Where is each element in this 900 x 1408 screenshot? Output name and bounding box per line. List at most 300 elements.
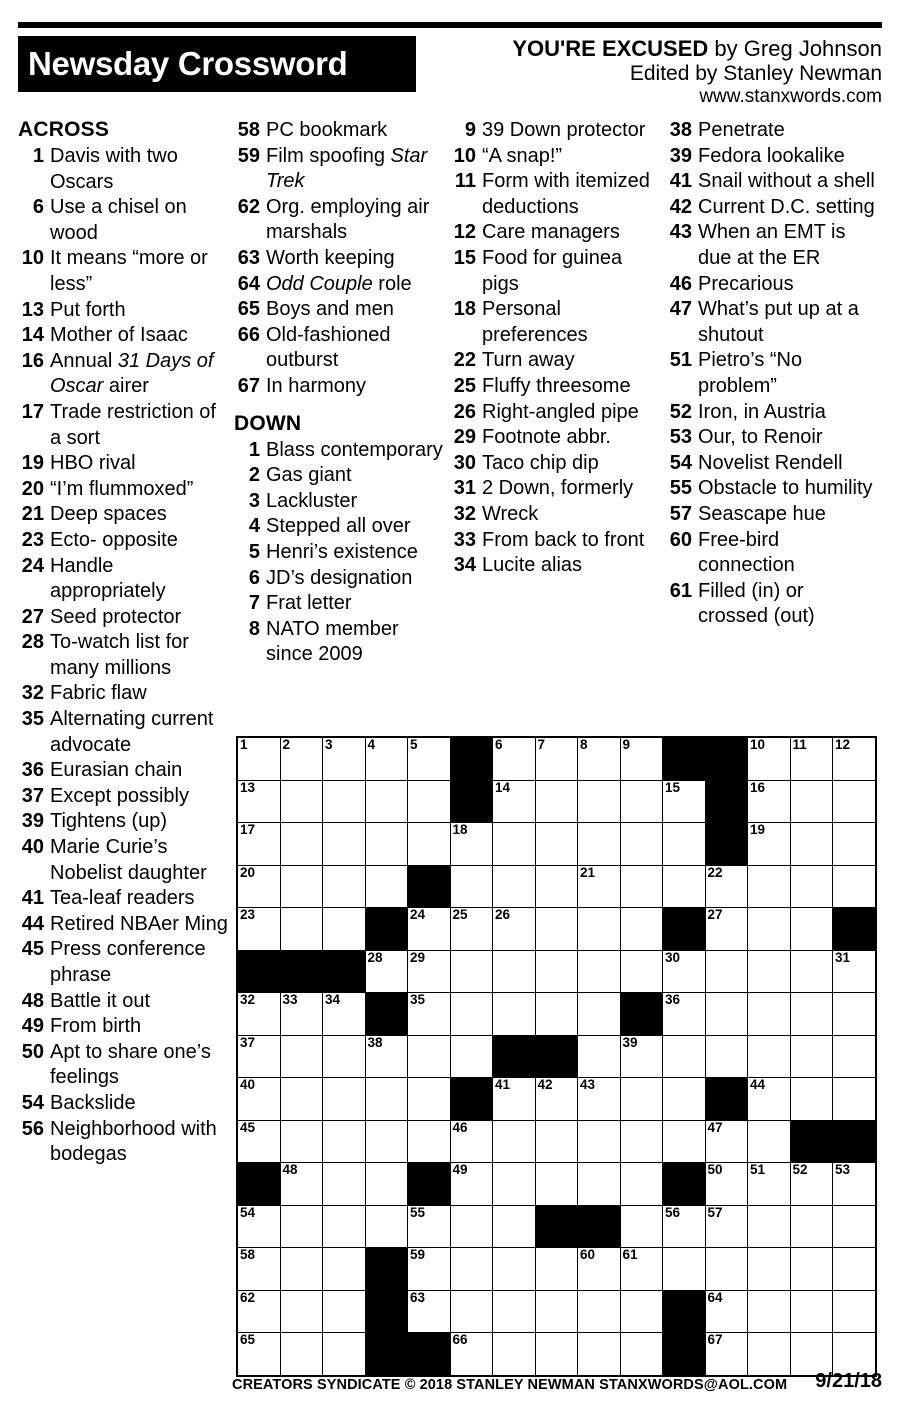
grid-cell[interactable] [280, 908, 323, 951]
grid-cell[interactable] [705, 908, 748, 951]
grid-cell[interactable] [323, 1078, 366, 1121]
across-clue-65[interactable] [234, 297, 444, 323]
down-clue-51[interactable] [666, 348, 876, 399]
grid-cell[interactable] [280, 1078, 323, 1121]
puzzle-website: www.stanxwords.com [699, 85, 882, 107]
grid-cell[interactable] [450, 865, 493, 908]
grid-cell[interactable] [408, 780, 451, 823]
grid-cell[interactable] [790, 1290, 833, 1333]
grid-cell[interactable] [663, 865, 706, 908]
clue-number: 16 [21, 349, 44, 372]
grid-cell[interactable] [408, 950, 451, 993]
grid-cell-block [450, 737, 493, 780]
grid-cell[interactable] [620, 737, 663, 780]
across-clue-27[interactable] [18, 605, 228, 631]
across-clue-45[interactable] [18, 937, 228, 988]
grid-cell[interactable] [790, 780, 833, 823]
down-clue-38[interactable] [666, 118, 876, 144]
across-clue-20[interactable] [18, 477, 228, 503]
grid-cell[interactable] [535, 1078, 578, 1121]
grid-cell[interactable] [578, 1163, 621, 1206]
grid-cell[interactable] [705, 950, 748, 993]
grid-cell[interactable] [237, 1248, 280, 1291]
grid-cell[interactable] [323, 780, 366, 823]
grid-cell[interactable] [450, 1205, 493, 1248]
grid-cell-block [280, 950, 323, 993]
clue-number: 29 [453, 426, 476, 449]
grid-cell[interactable] [748, 780, 791, 823]
grid-cell[interactable] [323, 1248, 366, 1291]
grid-cell[interactable] [535, 950, 578, 993]
grid-cell[interactable] [450, 908, 493, 951]
grid-cell[interactable] [323, 908, 366, 951]
grid-cell[interactable] [237, 1078, 280, 1121]
across-clue-24[interactable] [18, 554, 228, 605]
grid-cell[interactable] [705, 1205, 748, 1248]
grid-cell[interactable] [450, 950, 493, 993]
grid-cell[interactable] [620, 1035, 663, 1078]
grid-cell[interactable] [705, 993, 748, 1036]
grid-cell[interactable] [748, 1078, 791, 1121]
grid-cell[interactable] [578, 865, 621, 908]
clue-text: Odd Couple role [266, 272, 412, 295]
grid-cell[interactable] [493, 1248, 536, 1291]
down-clue-11[interactable] [450, 169, 660, 220]
down-clue-12[interactable] [450, 220, 660, 246]
grid-cell[interactable] [833, 865, 876, 908]
grid-cell-number: 59 [410, 1247, 426, 1262]
grid-cell[interactable] [790, 1248, 833, 1291]
grid-cell[interactable] [620, 1248, 663, 1291]
grid-cell[interactable] [450, 1120, 493, 1163]
down-clue-54[interactable] [666, 451, 876, 477]
clue-text: “A snap!” [482, 144, 563, 167]
grid-cell[interactable] [323, 823, 366, 866]
down-clue-41[interactable] [666, 169, 876, 195]
grid-cell[interactable] [323, 993, 366, 1036]
grid-cell[interactable] [365, 950, 408, 993]
grid-cell[interactable] [663, 823, 706, 866]
grid-cell[interactable] [323, 1290, 366, 1333]
grid-cell[interactable] [280, 1290, 323, 1333]
down-clue-31[interactable] [450, 476, 660, 502]
grid-cell[interactable] [280, 865, 323, 908]
across-clue-16[interactable] [18, 349, 228, 400]
grid-cell[interactable] [323, 1163, 366, 1206]
grid-cell[interactable] [790, 993, 833, 1036]
grid-cell[interactable] [365, 1205, 408, 1248]
grid-cell[interactable] [493, 780, 536, 823]
down-clue-5[interactable] [234, 540, 444, 566]
grid-cell-block [663, 1290, 706, 1333]
grid-cell[interactable] [578, 780, 621, 823]
grid-cell[interactable] [790, 1078, 833, 1121]
grid-cell[interactable] [280, 1120, 323, 1163]
clue-text: Henri’s existence [266, 540, 418, 563]
grid-cell[interactable] [620, 780, 663, 823]
grid-cell[interactable] [408, 1248, 451, 1291]
grid-cell[interactable] [578, 823, 621, 866]
grid-cell[interactable] [365, 780, 408, 823]
down-clue-32[interactable] [450, 502, 660, 528]
grid-cell[interactable] [408, 993, 451, 1036]
down-clue-52[interactable] [666, 400, 876, 426]
grid-cell[interactable] [748, 1248, 791, 1291]
grid-cell[interactable] [578, 1078, 621, 1121]
grid-cell[interactable] [493, 1078, 536, 1121]
across-clue-63[interactable] [234, 246, 444, 272]
grid-cell[interactable] [237, 865, 280, 908]
grid-cell[interactable] [450, 1290, 493, 1333]
grid-cell[interactable] [493, 908, 536, 951]
grid-cell[interactable] [748, 950, 791, 993]
clue-number: 11 [454, 170, 476, 193]
grid-cell[interactable] [578, 1035, 621, 1078]
down-clue-7[interactable] [234, 591, 444, 617]
grid-cell[interactable] [620, 1120, 663, 1163]
grid-cell-number: 2 [282, 737, 291, 752]
crossword-grid[interactable] [236, 736, 877, 1377]
grid-cell[interactable] [705, 1163, 748, 1206]
grid-cell[interactable] [663, 1205, 706, 1248]
grid-cell[interactable] [493, 1163, 536, 1206]
down-clue-4[interactable] [234, 514, 444, 540]
clue-number: 8 [248, 617, 260, 640]
grid-cell[interactable] [450, 993, 493, 1036]
grid-cell-number: 7 [537, 737, 546, 752]
down-clue-57[interactable] [666, 502, 876, 528]
across-clue-67[interactable] [234, 374, 444, 400]
grid-cell[interactable] [280, 737, 323, 780]
down-clue-55[interactable] [666, 476, 876, 502]
down-clue-22[interactable] [450, 348, 660, 374]
grid-cell[interactable] [493, 865, 536, 908]
across-clue-17[interactable] [18, 400, 228, 451]
grid-cell[interactable] [833, 1163, 876, 1206]
across-clue-44[interactable] [18, 912, 228, 938]
grid-cell[interactable] [663, 950, 706, 993]
grid-cell[interactable] [323, 1035, 366, 1078]
grid-cell[interactable] [705, 1248, 748, 1291]
grid-cell[interactable] [323, 737, 366, 780]
across-clue-39[interactable] [18, 809, 228, 835]
grid-cell[interactable] [748, 865, 791, 908]
across-clue-62[interactable] [234, 195, 444, 246]
grid-cell[interactable] [365, 1078, 408, 1121]
grid-cell[interactable] [620, 1205, 663, 1248]
grid-cell[interactable] [237, 780, 280, 823]
clue-number: 39 [21, 810, 44, 833]
down-clue-3[interactable] [234, 489, 444, 515]
across-clue-21[interactable] [18, 502, 228, 528]
grid-cell[interactable] [663, 1248, 706, 1291]
grid-cell[interactable] [620, 865, 663, 908]
down-clue-53[interactable] [666, 425, 876, 451]
down-clue-43[interactable] [666, 220, 876, 271]
grid-cell[interactable] [790, 1035, 833, 1078]
across-clue-40[interactable] [18, 835, 228, 886]
grid-cell[interactable] [365, 737, 408, 780]
across-clue-28[interactable] [18, 630, 228, 681]
grid-cell[interactable] [365, 865, 408, 908]
grid-cell[interactable] [578, 1120, 621, 1163]
grid-cell-number: 65 [240, 1332, 256, 1347]
grid-cell[interactable] [280, 993, 323, 1036]
grid-cell[interactable] [833, 823, 876, 866]
grid-cell[interactable] [237, 1290, 280, 1333]
clue-number: 55 [669, 477, 692, 500]
grid-cell[interactable] [408, 1035, 451, 1078]
grid-cell[interactable] [535, 780, 578, 823]
grid-cell[interactable] [620, 1078, 663, 1121]
grid-cell[interactable] [790, 865, 833, 908]
grid-cell[interactable] [790, 737, 833, 780]
down-clue-18[interactable] [450, 297, 660, 348]
grid-cell[interactable] [493, 1120, 536, 1163]
grid-cell[interactable] [450, 1163, 493, 1206]
grid-cell-number: 30 [665, 949, 681, 965]
grid-cell[interactable] [493, 737, 536, 780]
grid-cell[interactable] [365, 1163, 408, 1206]
grid-cell-number: 16 [750, 779, 766, 795]
grid-cell[interactable] [280, 780, 323, 823]
clue-text: Film spoofing Star Trek [266, 144, 428, 193]
across-clue-64[interactable] [234, 272, 444, 298]
across-clue-6[interactable] [18, 195, 228, 246]
grid-cell[interactable] [578, 1290, 621, 1333]
clue-text: Deep spaces [50, 503, 167, 526]
across-clue-56[interactable] [18, 1117, 228, 1168]
grid-cell[interactable] [833, 737, 876, 780]
across-clue-50[interactable] [18, 1040, 228, 1091]
grid-cell[interactable] [748, 737, 791, 780]
grid-cell[interactable] [237, 737, 280, 780]
grid-cell[interactable] [535, 908, 578, 951]
clue-text: Precarious [698, 272, 794, 295]
grid-cell[interactable] [663, 1120, 706, 1163]
grid-cell[interactable] [578, 1248, 621, 1291]
down-clue-15[interactable] [450, 246, 660, 297]
grid-cell[interactable] [323, 865, 366, 908]
grid-cell[interactable] [408, 1078, 451, 1121]
down-clue-61[interactable] [666, 579, 876, 630]
down-heading: DOWN [234, 411, 302, 435]
across-clue-35[interactable] [18, 707, 228, 758]
grid-cell[interactable] [663, 780, 706, 823]
down-clue-2[interactable] [234, 463, 444, 489]
grid-cell[interactable] [790, 1163, 833, 1206]
grid-cell[interactable] [833, 1290, 876, 1333]
grid-cell[interactable] [620, 1163, 663, 1206]
grid-cell[interactable] [408, 1120, 451, 1163]
down-clue-30[interactable] [450, 451, 660, 477]
clue-text: HBO rival [50, 452, 136, 475]
clue-text: From back to front [482, 528, 645, 551]
clue-text: To-watch list for many millions [50, 631, 189, 679]
clue-number: 27 [21, 605, 44, 628]
clue-text: Mother of Isaac [50, 324, 188, 347]
grid-cell[interactable] [365, 823, 408, 866]
grid-cell[interactable] [748, 1120, 791, 1163]
across-clue-59[interactable] [234, 144, 444, 195]
grid-cell[interactable] [578, 737, 621, 780]
down-clue-25[interactable] [450, 374, 660, 400]
grid-cell[interactable] [323, 1120, 366, 1163]
grid-cell[interactable] [705, 1290, 748, 1333]
grid-cell[interactable] [280, 1035, 323, 1078]
grid-cell[interactable] [578, 993, 621, 1036]
grid-cell[interactable] [535, 1290, 578, 1333]
grid-cell[interactable] [535, 865, 578, 908]
across-clue-49[interactable] [18, 1014, 228, 1040]
grid-cell[interactable] [408, 1205, 451, 1248]
grid-cell[interactable] [365, 1035, 408, 1078]
grid-cell[interactable] [237, 823, 280, 866]
clue-number: 3 [248, 489, 260, 512]
grid-cell[interactable] [578, 950, 621, 993]
down-clue-26[interactable] [450, 400, 660, 426]
down-clue-46[interactable] [666, 272, 876, 298]
across-clue-36[interactable] [18, 758, 228, 784]
clue-text: “I’m flummoxed” [50, 477, 194, 500]
puzzle-author: Greg Johnson [743, 36, 882, 61]
grid-cell[interactable] [493, 1205, 536, 1248]
grid-cell[interactable] [493, 993, 536, 1036]
grid-cell[interactable] [833, 950, 876, 993]
grid-cell-number: 47 [707, 1119, 723, 1135]
grid-cell[interactable] [748, 823, 791, 866]
grid-cell[interactable] [280, 1163, 323, 1206]
grid-cell[interactable] [663, 993, 706, 1036]
clue-number: 6 [32, 196, 44, 219]
grid-cell[interactable] [833, 1248, 876, 1291]
grid-cell[interactable] [237, 993, 280, 1036]
grid-cell[interactable] [748, 1035, 791, 1078]
grid-cell[interactable] [663, 1035, 706, 1078]
grid-cell[interactable] [323, 1205, 366, 1248]
grid-cell[interactable] [408, 737, 451, 780]
grid-cell-number: 48 [282, 1162, 298, 1177]
across-clue-58[interactable] [234, 118, 444, 144]
across-clue-23[interactable] [18, 528, 228, 554]
down-clue-33[interactable] [450, 528, 660, 554]
down-clue-34[interactable] [450, 553, 660, 579]
grid-cell[interactable] [790, 908, 833, 951]
grid-cell-number: 27 [707, 907, 723, 922]
grid-cell[interactable] [620, 950, 663, 993]
down-clue-39[interactable] [666, 144, 876, 170]
grid-cell[interactable] [535, 823, 578, 866]
grid-cell[interactable] [493, 950, 536, 993]
down-clue-9[interactable] [450, 118, 660, 144]
grid-cell-number: 66 [452, 1332, 468, 1347]
across-clue-19[interactable] [18, 451, 228, 477]
grid-cell[interactable] [493, 823, 536, 866]
grid-cell[interactable] [748, 1205, 791, 1248]
grid-cell[interactable] [578, 908, 621, 951]
grid-cell[interactable] [748, 908, 791, 951]
across-clue-13[interactable] [18, 298, 228, 324]
grid-cell[interactable] [493, 1290, 536, 1333]
grid-cell[interactable] [535, 993, 578, 1036]
grid-cell[interactable] [535, 1163, 578, 1206]
down-clue-47[interactable] [666, 297, 876, 348]
grid-cell[interactable] [705, 865, 748, 908]
grid-cell[interactable] [450, 823, 493, 866]
grid-cell[interactable] [280, 823, 323, 866]
grid-cell[interactable] [408, 823, 451, 866]
down-clue-29[interactable] [450, 425, 660, 451]
grid-cell[interactable] [450, 1035, 493, 1078]
grid-cell[interactable] [748, 1163, 791, 1206]
grid-cell[interactable] [790, 950, 833, 993]
across-clue-66[interactable] [234, 323, 444, 374]
grid-cell[interactable] [365, 1120, 408, 1163]
grid-cell[interactable] [833, 1035, 876, 1078]
grid-cell[interactable] [237, 908, 280, 951]
grid-cell[interactable] [663, 1078, 706, 1121]
grid-cell[interactable] [237, 1035, 280, 1078]
grid-cell[interactable] [535, 737, 578, 780]
across-clue-48[interactable] [18, 989, 228, 1015]
grid-cell[interactable] [833, 780, 876, 823]
grid-cell[interactable] [620, 908, 663, 951]
clue-number: 61 [669, 579, 692, 602]
down-clue-10[interactable] [450, 144, 660, 170]
grid-cell[interactable] [237, 1205, 280, 1248]
grid-cell[interactable] [280, 1248, 323, 1291]
grid-cell[interactable] [408, 1290, 451, 1333]
down-clue-1[interactable] [234, 438, 444, 464]
grid-cell-block [493, 1035, 536, 1078]
grid-cell[interactable] [535, 1248, 578, 1291]
clue-text: Food for guinea pigs [482, 246, 623, 295]
grid-cell[interactable] [705, 1035, 748, 1078]
grid-cell[interactable] [237, 1120, 280, 1163]
grid-cell[interactable] [748, 1290, 791, 1333]
grid-cell-number: 40 [240, 1077, 256, 1092]
across-clue-37[interactable] [18, 784, 228, 810]
grid-cell[interactable] [620, 823, 663, 866]
grid-cell[interactable] [833, 1078, 876, 1121]
across-clue-1[interactable] [18, 144, 228, 195]
clue-number: 35 [21, 708, 44, 731]
across-clue-41[interactable] [18, 886, 228, 912]
grid-cell-block [705, 1078, 748, 1121]
down-clue-60[interactable] [666, 528, 876, 579]
down-clue-42[interactable] [666, 195, 876, 221]
grid-cell[interactable] [450, 1248, 493, 1291]
down-clue-6[interactable] [234, 566, 444, 592]
grid-cell[interactable] [833, 1205, 876, 1248]
grid-cell[interactable] [833, 993, 876, 1036]
grid-cell-number: 32 [240, 992, 256, 1007]
grid-cell[interactable] [408, 908, 451, 951]
across-clue-32[interactable] [18, 681, 228, 707]
across-clue-54[interactable] [18, 1091, 228, 1117]
grid-cell[interactable] [620, 1290, 663, 1333]
down-clue-8[interactable] [234, 617, 444, 668]
grid-cell[interactable] [748, 993, 791, 1036]
grid-cell[interactable] [790, 823, 833, 866]
grid-cell[interactable] [535, 1120, 578, 1163]
across-clue-14[interactable] [18, 323, 228, 349]
grid-cell-number: 23 [240, 907, 256, 922]
grid-cell[interactable] [705, 1120, 748, 1163]
across-clue-10[interactable] [18, 246, 228, 297]
grid-cell[interactable] [790, 1205, 833, 1248]
grid-cell[interactable] [280, 1205, 323, 1248]
